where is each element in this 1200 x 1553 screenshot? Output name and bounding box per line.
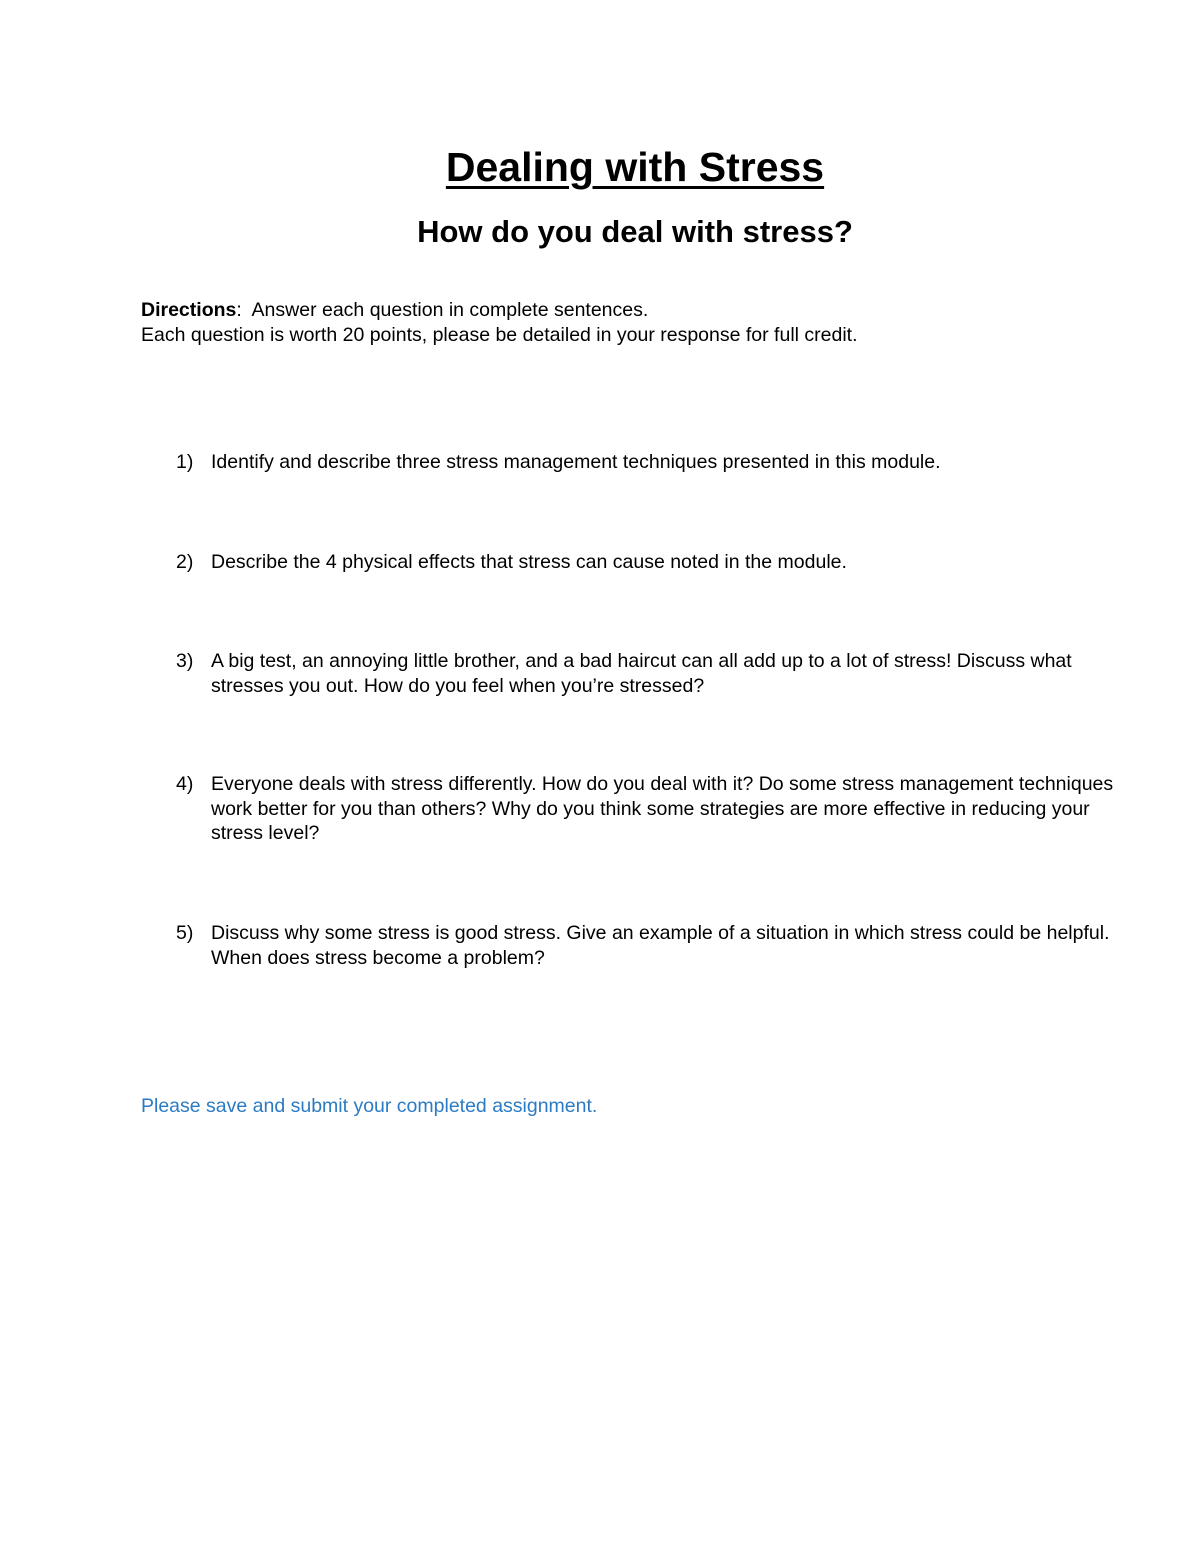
question-item	[176, 772, 1126, 846]
page-subtitle: How do you deal with stress?	[417, 214, 853, 249]
directions-block	[141, 298, 858, 348]
page-title: Dealing with Stress	[445, 144, 825, 190]
question-number: 2)	[176, 551, 194, 573]
directions-line	[141, 298, 858, 323]
question-item	[176, 649, 1126, 698]
question-text: Identify and describe three stress management techniques presented in this module.	[211, 451, 941, 473]
question-item	[176, 450, 1126, 475]
submit-instructions: Please save and submit your completed assignment.	[141, 1095, 598, 1117]
question-number: 4)	[176, 773, 194, 795]
question-text: Describe the 4 physical effects that stress can cause noted in the module.	[211, 551, 847, 573]
directions-note: Each question is worth 20 points, please be detailed in your response for full credit.	[141, 324, 858, 346]
question-text: A big test, an annoying little brother, and a bad haircut can all add up to a lot of stress! Discuss what stresses you out. How do you feel when you’re stressed?	[211, 650, 1072, 697]
directions-colon: :	[236, 299, 242, 321]
question-number: 1)	[176, 451, 194, 473]
question-item	[176, 921, 1126, 970]
directions-label: Directions	[141, 299, 237, 321]
question-item	[176, 550, 1126, 575]
question-text: Discuss why some stress is good stress. Give an example of a situation in which stress could be helpful. When does stress become a problem?	[211, 922, 1110, 969]
question-number: 3)	[176, 650, 194, 672]
question-number: 5)	[176, 922, 194, 944]
question-text: Everyone deals with stress differently. How do you deal with it? Do some stress management techniques work better for you than others? Why do you think some strategies are more effective in reducing your stress level?	[211, 773, 1114, 844]
directions-text: Answer each question in complete sentences.	[251, 299, 649, 321]
